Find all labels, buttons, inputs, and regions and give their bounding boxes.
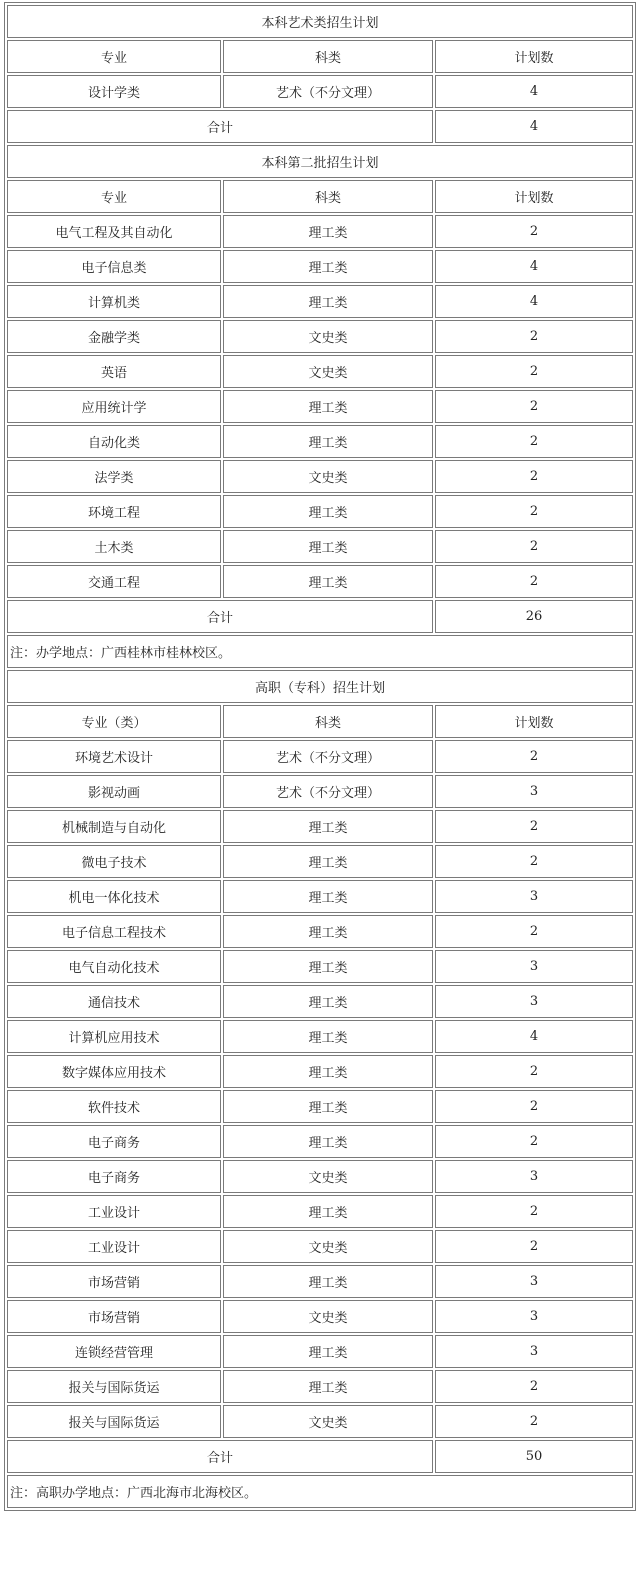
location-note: 注：办学地点：广西桂林市桂林校区。 bbox=[7, 635, 633, 668]
category-cell: 理工类 bbox=[223, 915, 433, 948]
plan-count-cell: 2 bbox=[435, 565, 633, 598]
category-cell: 理工类 bbox=[223, 985, 433, 1018]
major-cell: 工业设计 bbox=[7, 1230, 221, 1263]
category-cell: 文史类 bbox=[223, 1230, 433, 1263]
table-row bbox=[7, 530, 633, 563]
plan-count-cell: 2 bbox=[435, 215, 633, 248]
plan-count-cell: 2 bbox=[435, 425, 633, 458]
major-cell: 电子商务 bbox=[7, 1160, 221, 1193]
plan-count-cell: 2 bbox=[435, 530, 633, 563]
table-row bbox=[7, 1090, 633, 1123]
plan-count-cell: 2 bbox=[435, 1370, 633, 1403]
category-cell: 理工类 bbox=[223, 565, 433, 598]
header-row bbox=[7, 705, 633, 738]
plan-count-cell: 2 bbox=[435, 1090, 633, 1123]
table-row bbox=[7, 1125, 633, 1158]
header-major: 专业 bbox=[7, 180, 221, 213]
major-cell: 英语 bbox=[7, 355, 221, 388]
category-cell: 文史类 bbox=[223, 1405, 433, 1438]
major-cell: 交通工程 bbox=[7, 565, 221, 598]
table-row bbox=[7, 740, 633, 773]
major-cell: 报关与国际货运 bbox=[7, 1370, 221, 1403]
plan-count-cell: 2 bbox=[435, 1230, 633, 1263]
major-cell: 电子商务 bbox=[7, 1125, 221, 1158]
major-cell: 电子信息类 bbox=[7, 250, 221, 283]
major-cell: 影视动画 bbox=[7, 775, 221, 808]
major-cell: 市场营销 bbox=[7, 1265, 221, 1298]
table-row bbox=[7, 565, 633, 598]
category-cell: 文史类 bbox=[223, 320, 433, 353]
table-row bbox=[7, 75, 633, 108]
table-row bbox=[7, 495, 633, 528]
major-cell: 报关与国际货运 bbox=[7, 1405, 221, 1438]
table-row bbox=[7, 1230, 633, 1263]
header-plan-count: 计划数 bbox=[435, 180, 633, 213]
plan-count-cell: 2 bbox=[435, 1055, 633, 1088]
section-title-row bbox=[7, 145, 633, 178]
major-cell: 数字媒体应用技术 bbox=[7, 1055, 221, 1088]
table-row bbox=[7, 460, 633, 493]
major-cell: 电气工程及其自动化 bbox=[7, 215, 221, 248]
page bbox=[0, 2, 640, 1592]
category-cell: 理工类 bbox=[223, 215, 433, 248]
total-label: 合计 bbox=[7, 600, 433, 633]
major-cell: 工业设计 bbox=[7, 1195, 221, 1228]
section-title-row bbox=[7, 670, 633, 703]
major-cell: 市场营销 bbox=[7, 1300, 221, 1333]
total-value: 50 bbox=[435, 1440, 633, 1473]
section-title-second-batch: 本科第二批招生计划 bbox=[7, 145, 633, 178]
plan-count-cell: 2 bbox=[435, 495, 633, 528]
plan-count-cell: 2 bbox=[435, 460, 633, 493]
total-row bbox=[7, 600, 633, 633]
category-cell: 艺术（不分文理） bbox=[223, 75, 433, 108]
plan-count-cell: 2 bbox=[435, 1125, 633, 1158]
table-row bbox=[7, 1265, 633, 1298]
category-cell: 理工类 bbox=[223, 1055, 433, 1088]
plan-count-cell: 3 bbox=[435, 880, 633, 913]
table-row bbox=[7, 775, 633, 808]
category-cell: 理工类 bbox=[223, 1335, 433, 1368]
category-cell: 理工类 bbox=[223, 285, 433, 318]
plan-count-cell: 2 bbox=[435, 845, 633, 878]
major-cell: 环境工程 bbox=[7, 495, 221, 528]
category-cell: 艺术（不分文理） bbox=[223, 740, 433, 773]
category-cell: 理工类 bbox=[223, 1265, 433, 1298]
category-cell: 理工类 bbox=[223, 530, 433, 563]
header-category: 科类 bbox=[223, 40, 433, 73]
table-row bbox=[7, 1160, 633, 1193]
table-row bbox=[7, 845, 633, 878]
plan-count-cell: 3 bbox=[435, 775, 633, 808]
plan-count-cell: 4 bbox=[435, 250, 633, 283]
header-category: 科类 bbox=[223, 180, 433, 213]
table-row bbox=[7, 250, 633, 283]
plan-count-cell: 2 bbox=[435, 915, 633, 948]
major-cell: 软件技术 bbox=[7, 1090, 221, 1123]
table-row bbox=[7, 285, 633, 318]
plan-table-body bbox=[7, 5, 633, 1508]
major-cell: 法学类 bbox=[7, 460, 221, 493]
section-title-vocational: 高职（专科）招生计划 bbox=[7, 670, 633, 703]
major-cell: 电子信息工程技术 bbox=[7, 915, 221, 948]
category-cell: 文史类 bbox=[223, 1300, 433, 1333]
category-cell: 理工类 bbox=[223, 845, 433, 878]
header-category: 科类 bbox=[223, 705, 433, 738]
category-cell: 理工类 bbox=[223, 495, 433, 528]
major-cell: 应用统计学 bbox=[7, 390, 221, 423]
table-row bbox=[7, 355, 633, 388]
category-cell: 理工类 bbox=[223, 1020, 433, 1053]
major-cell: 设计学类 bbox=[7, 75, 221, 108]
table-row bbox=[7, 1195, 633, 1228]
plan-count-cell: 3 bbox=[435, 950, 633, 983]
plan-count-cell: 2 bbox=[435, 355, 633, 388]
table-row bbox=[7, 215, 633, 248]
plan-count-cell: 4 bbox=[435, 75, 633, 108]
header-major: 专业 bbox=[7, 40, 221, 73]
table-row bbox=[7, 320, 633, 353]
plan-count-cell: 3 bbox=[435, 1300, 633, 1333]
major-cell: 电气自动化技术 bbox=[7, 950, 221, 983]
category-cell: 理工类 bbox=[223, 425, 433, 458]
location-note: 注：高职办学地点：广西北海市北海校区。 bbox=[7, 1475, 633, 1508]
table-row bbox=[7, 390, 633, 423]
total-label: 合计 bbox=[7, 110, 433, 143]
note-row bbox=[7, 635, 633, 668]
table-row bbox=[7, 915, 633, 948]
category-cell: 理工类 bbox=[223, 1125, 433, 1158]
plan-count-cell: 3 bbox=[435, 1160, 633, 1193]
table-row bbox=[7, 425, 633, 458]
plan-count-cell: 2 bbox=[435, 320, 633, 353]
admission-plan-table bbox=[4, 2, 636, 1511]
table-row bbox=[7, 1020, 633, 1053]
category-cell: 理工类 bbox=[223, 250, 433, 283]
category-cell: 理工类 bbox=[223, 1195, 433, 1228]
header-row bbox=[7, 180, 633, 213]
category-cell: 文史类 bbox=[223, 355, 433, 388]
plan-count-cell: 2 bbox=[435, 740, 633, 773]
category-cell: 文史类 bbox=[223, 1160, 433, 1193]
header-plan-count: 计划数 bbox=[435, 40, 633, 73]
category-cell: 理工类 bbox=[223, 1090, 433, 1123]
total-row bbox=[7, 110, 633, 143]
table-row bbox=[7, 880, 633, 913]
table-row bbox=[7, 985, 633, 1018]
major-cell: 土木类 bbox=[7, 530, 221, 563]
plan-count-cell: 4 bbox=[435, 1020, 633, 1053]
plan-count-cell: 3 bbox=[435, 1265, 633, 1298]
table-row bbox=[7, 950, 633, 983]
header-plan-count: 计划数 bbox=[435, 705, 633, 738]
category-cell: 理工类 bbox=[223, 390, 433, 423]
plan-count-cell: 2 bbox=[435, 1405, 633, 1438]
total-value: 26 bbox=[435, 600, 633, 633]
plan-count-cell: 3 bbox=[435, 1335, 633, 1368]
total-row bbox=[7, 1440, 633, 1473]
table-row bbox=[7, 1370, 633, 1403]
category-cell: 理工类 bbox=[223, 880, 433, 913]
section-title-row bbox=[7, 5, 633, 38]
plan-count-cell: 2 bbox=[435, 390, 633, 423]
major-cell: 通信技术 bbox=[7, 985, 221, 1018]
category-cell: 理工类 bbox=[223, 1370, 433, 1403]
table-row bbox=[7, 1300, 633, 1333]
major-cell: 自动化类 bbox=[7, 425, 221, 458]
major-cell: 环境艺术设计 bbox=[7, 740, 221, 773]
plan-count-cell: 2 bbox=[435, 1195, 633, 1228]
table-row bbox=[7, 1405, 633, 1438]
major-cell: 机械制造与自动化 bbox=[7, 810, 221, 843]
category-cell: 艺术（不分文理） bbox=[223, 775, 433, 808]
major-cell: 微电子技术 bbox=[7, 845, 221, 878]
header-major: 专业（类） bbox=[7, 705, 221, 738]
plan-count-cell: 4 bbox=[435, 285, 633, 318]
major-cell: 计算机应用技术 bbox=[7, 1020, 221, 1053]
table-row bbox=[7, 1055, 633, 1088]
plan-count-cell: 3 bbox=[435, 985, 633, 1018]
category-cell: 理工类 bbox=[223, 950, 433, 983]
section-title-art: 本科艺术类招生计划 bbox=[7, 5, 633, 38]
total-label: 合计 bbox=[7, 1440, 433, 1473]
header-row bbox=[7, 40, 633, 73]
plan-count-cell: 2 bbox=[435, 810, 633, 843]
major-cell: 金融学类 bbox=[7, 320, 221, 353]
table-row bbox=[7, 1335, 633, 1368]
category-cell: 理工类 bbox=[223, 810, 433, 843]
major-cell: 计算机类 bbox=[7, 285, 221, 318]
table-row bbox=[7, 810, 633, 843]
category-cell: 文史类 bbox=[223, 460, 433, 493]
total-value: 4 bbox=[435, 110, 633, 143]
note-row bbox=[7, 1475, 633, 1508]
major-cell: 连锁经营管理 bbox=[7, 1335, 221, 1368]
major-cell: 机电一体化技术 bbox=[7, 880, 221, 913]
